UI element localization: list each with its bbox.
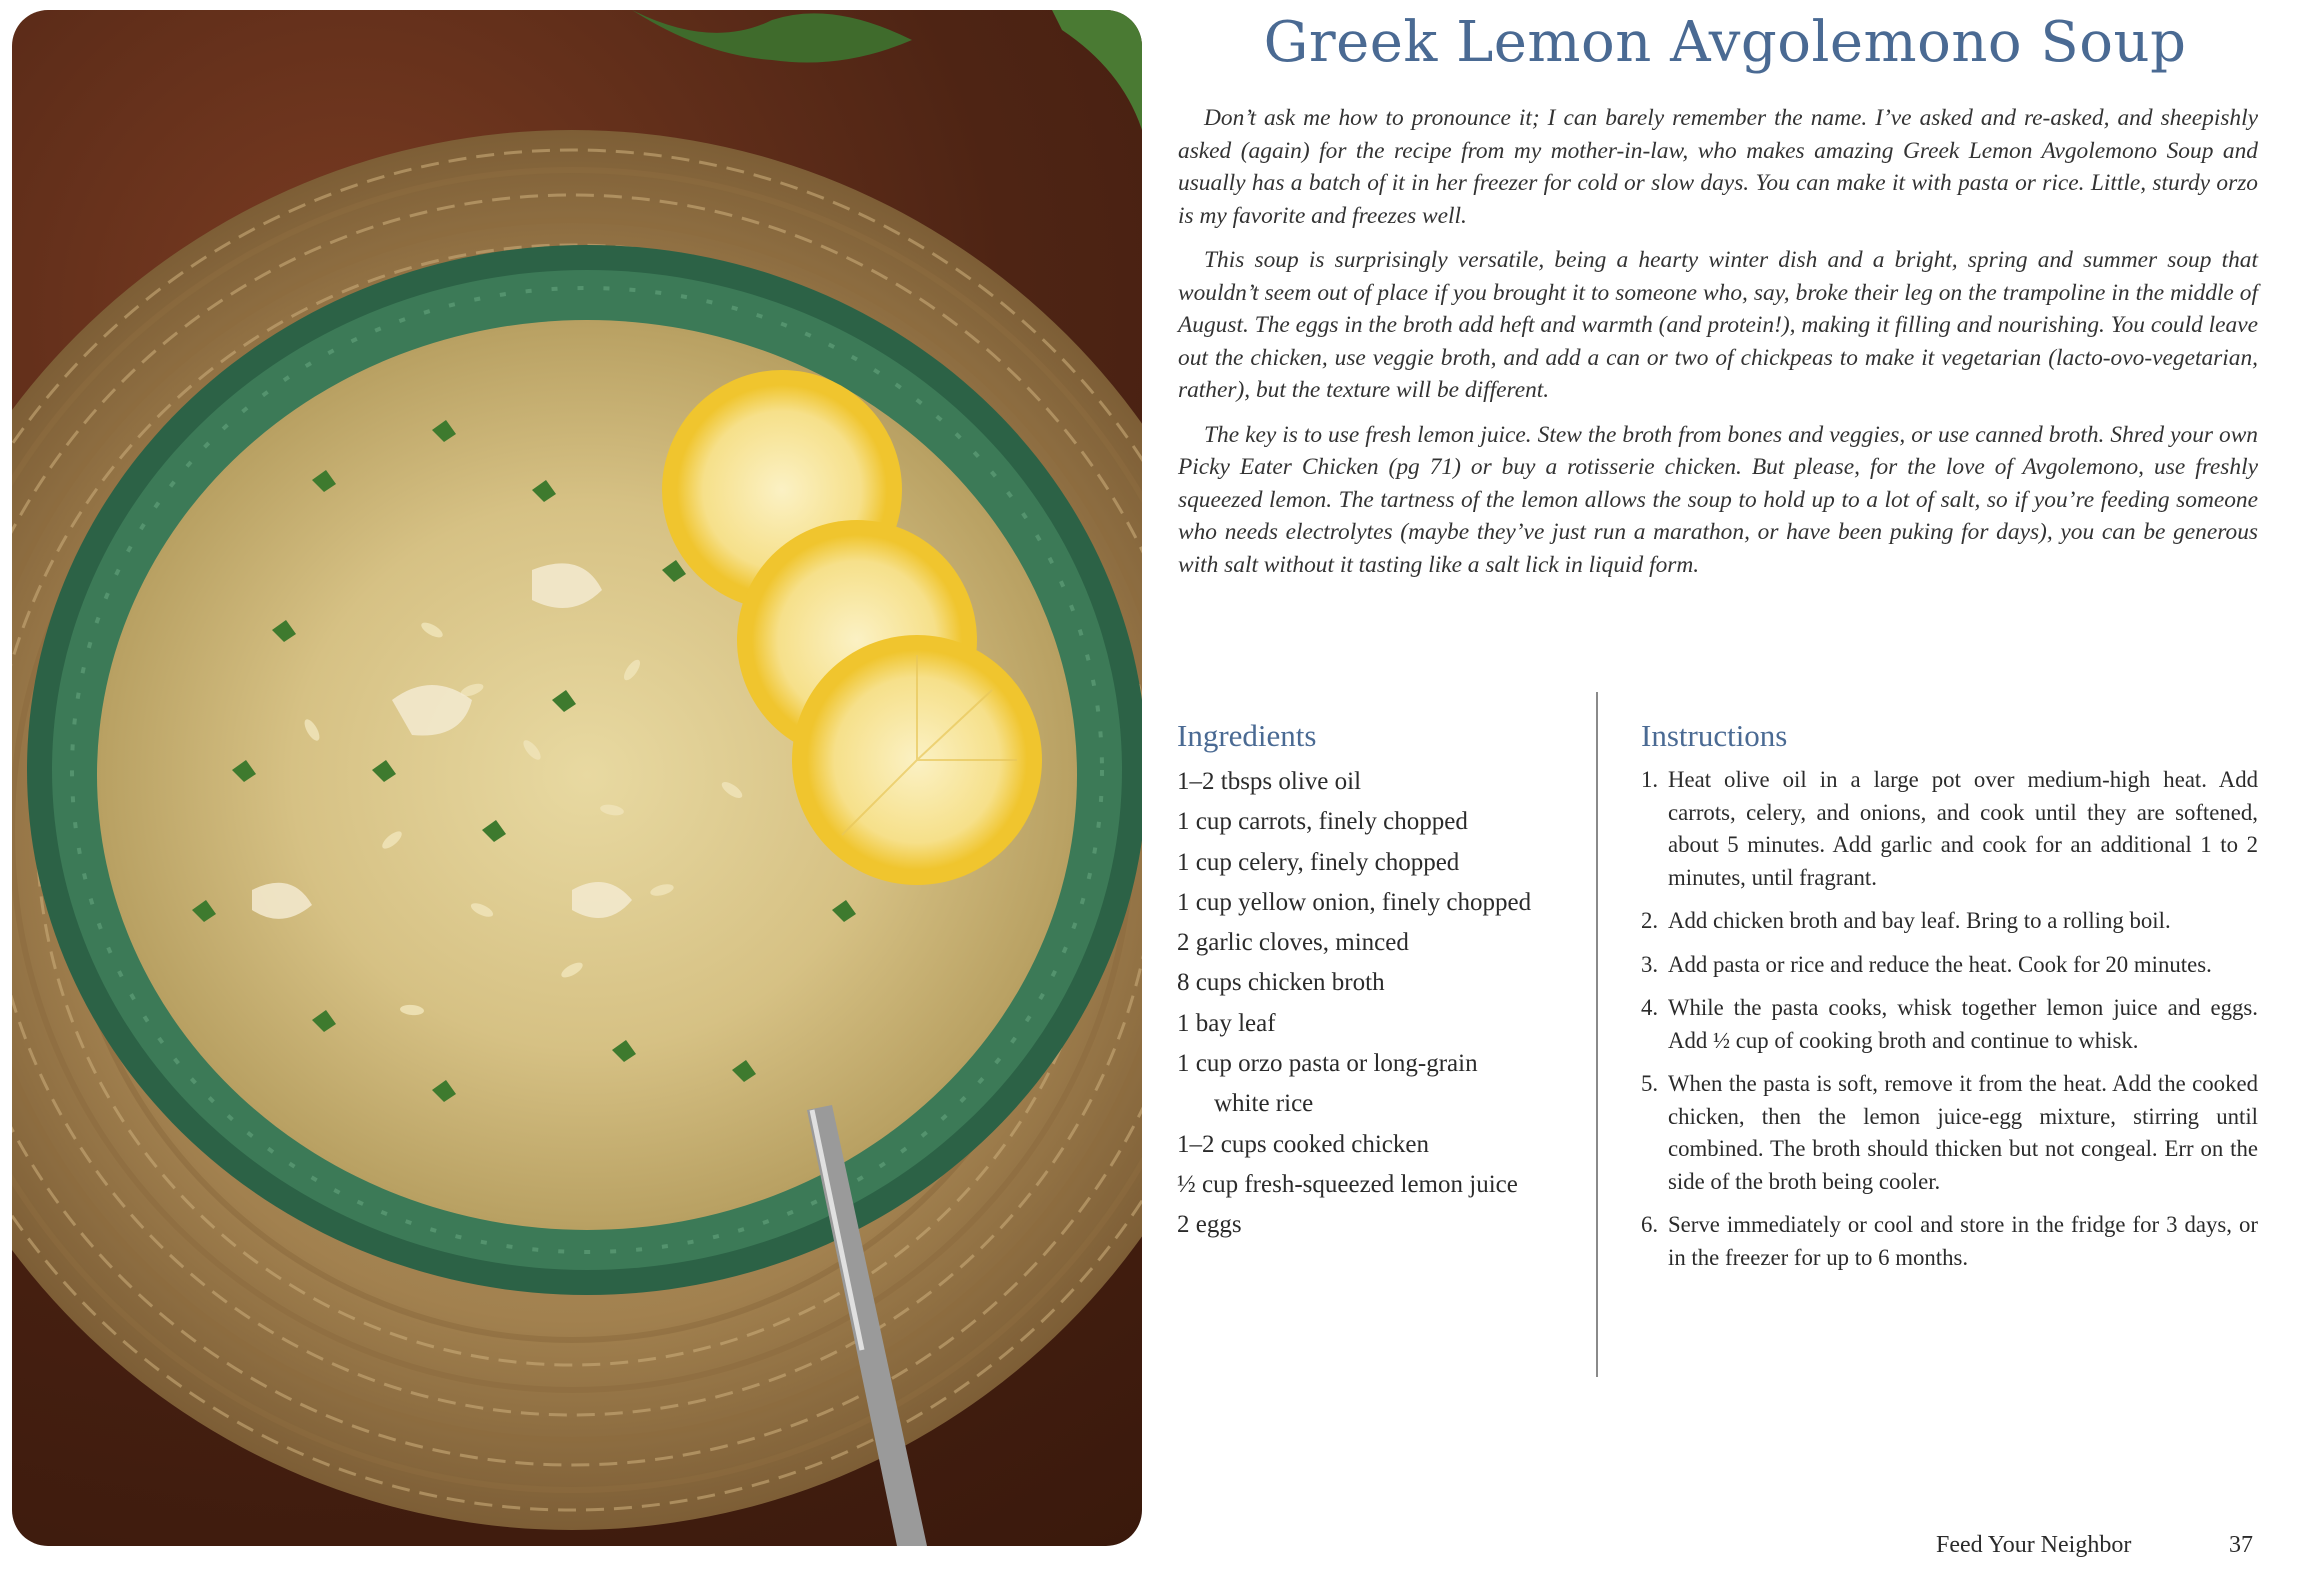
instruction-step xyxy=(1641,992,2258,1057)
instruction-step xyxy=(1641,905,2258,938)
instruction-step xyxy=(1641,949,2258,982)
instructions-heading: Instructions xyxy=(1641,718,1788,753)
recipe-title: Greek Lemon Avgolemono Soup xyxy=(1263,10,2187,75)
step-number: 5. xyxy=(1641,1071,1659,1096)
soup-photo xyxy=(12,10,1142,1546)
ingredient-item: 1 cup carrots, finely chopped xyxy=(1177,808,1468,836)
intro-paragraph: Don’t ask me how to pronounce it; I can barely remember the name. I’ve asked and re-asked, and sheepishly asked (again) for the recipe from my mother-in-law, who makes amazing Greek Lemon Avgolemono Soup and usually has a batch of it in her freezer for cold or slow days. You can make it with pasta or rice. Little, sturdy orzo is my favorite and freezes well. xyxy=(1178,105,2258,229)
step-number: 4. xyxy=(1641,995,1659,1020)
step-number: 6. xyxy=(1641,1212,1659,1237)
instruction-step xyxy=(1641,1209,2258,1274)
book-title: Feed Your Neighbor xyxy=(1936,1532,2132,1558)
step-text: Heat olive oil in a large pot over medium-high heat. Add carrots, celery, and onions, and cook until they are softened, about 5 minutes. Add garlic and cook for an additional 1 to 2 minutes, until fragrant. xyxy=(1668,767,2258,890)
ingredient-item: 2 eggs xyxy=(1177,1211,1242,1239)
ingredient-item: 1 cup celery, finely chopped xyxy=(1177,848,1460,876)
ingredient-item: 1–2 cups cooked chicken xyxy=(1177,1130,1430,1158)
ingredient-item: 1 cup orzo pasta or long-grain xyxy=(1177,1050,1478,1078)
ingredients-heading: Ingredients xyxy=(1177,718,1317,753)
instruction-step xyxy=(1641,764,2258,894)
ingredients-list xyxy=(1177,762,1577,1246)
instructions-list xyxy=(1641,764,2258,1285)
instruction-step xyxy=(1641,1068,2258,1198)
ingredient-item-continued: white rice xyxy=(1214,1090,1314,1118)
recipe-intro xyxy=(1178,102,2258,593)
step-text: Serve immediately or cool and store in the fridge for 3 days, or in the freezer for up to 6 months. xyxy=(1668,1212,2258,1270)
intro-paragraph: This soup is surprisingly versatile, being a hearty winter dish and a bright, spring and summer soup that wouldn’t seem out of place if you brought it to someone who, say, broke their leg on the trampoline in the middle of August. The eggs in the broth add heft and warmth (and protein!), making it filling and nourishing. You could leave out the chicken, use veggie broth, and add a can or two of chickpeas to make it vegetarian (lacto-ovo-vegetarian, rather), but the texture will be different. xyxy=(1178,247,2258,403)
ingredient-item: ½ cup fresh-squeezed lemon juice xyxy=(1177,1170,1518,1198)
step-number: 1. xyxy=(1641,767,1659,792)
intro-paragraph: The key is to use fresh lemon juice. Stew the broth from bones and veggies, or use canned broth. Shred your own Picky Eater Chicken (pg 71) or buy a rotisserie chicken. But please, for the love of Avgolemono, use freshly squeezed lemon. The tartness of the lemon allows the soup to hold up to a lot of salt, so if you’re feeding someone who needs electrolytes (maybe they’ve just run a marathon, or have been puking for days), you can be generous with salt without it tasting like a salt lick in liquid form. xyxy=(1178,421,2258,578)
step-text: While the pasta cooks, whisk together lemon juice and eggs. Add ½ cup of cooking broth and continue to whisk. xyxy=(1668,995,2258,1053)
step-number: 2. xyxy=(1641,908,1659,933)
page-number: 37 xyxy=(2229,1532,2253,1558)
step-text: When the pasta is soft, remove it from the heat. Add the cooked chicken, then the lemon juice-egg mixture, stirring until combined. The broth should thicken but not congeal. Err on the side of the broth being cooler. xyxy=(1668,1071,2258,1194)
ingredient-item: 2 garlic cloves, minced xyxy=(1177,929,1409,957)
ingredient-item: 1 cup yellow onion, finely chopped xyxy=(1177,888,1532,916)
ingredient-item: 1 bay leaf xyxy=(1177,1009,1276,1037)
ingredient-item: 8 cups chicken broth xyxy=(1177,969,1385,997)
column-divider xyxy=(1596,692,1598,1377)
step-text: Add chicken broth and bay leaf. Bring to a rolling boil. xyxy=(1668,908,2171,933)
ingredient-item: 1–2 tbsps olive oil xyxy=(1177,768,1362,795)
step-text: Add pasta or rice and reduce the heat. Cook for 20 minutes. xyxy=(1668,951,2212,977)
soup-illustration xyxy=(12,10,1142,1546)
step-number: 3. xyxy=(1641,951,1659,977)
